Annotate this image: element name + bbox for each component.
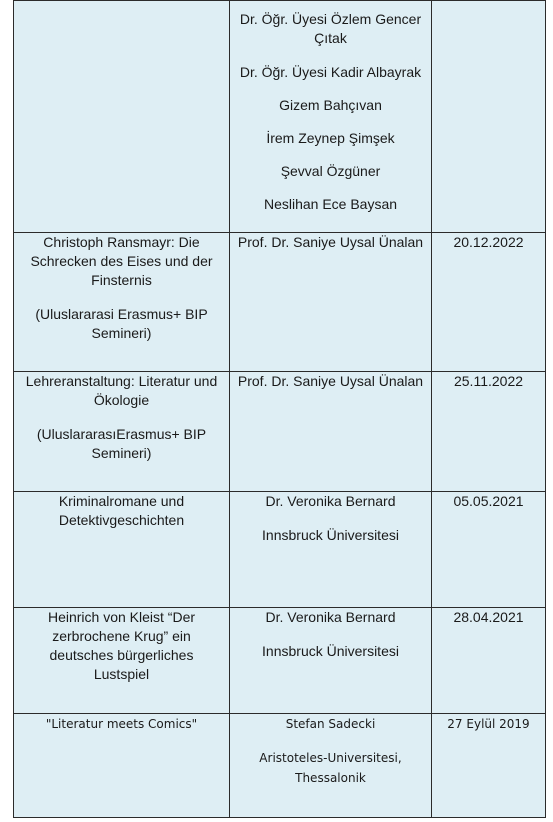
event-title: Christoph Ransmayr: Die Schrecken des Eises und der Finsternis: [30, 234, 213, 288]
person-name: Dr. Öğr. Üyesi Özlem Gencer Çıtak: [239, 11, 422, 46]
table-row: [14, 372, 546, 492]
person-cell: [230, 492, 432, 608]
title-cell: [14, 492, 230, 608]
person-name: Stefan Sadecki: [285, 717, 376, 731]
person-affiliation: Innsbruck Üniversitesi: [262, 643, 399, 659]
person-name: Dr. Öğr. Üyesi Kadir Albayrak: [239, 64, 422, 80]
event-note: (UluslararasıErasmus+ BIP Semineri): [36, 426, 207, 461]
person-name: Şevval Özgüner: [280, 163, 381, 179]
event-date: 20.12.2022: [453, 234, 524, 250]
person-affiliation: Aristoteles-Universitesi, Thessalonik: [259, 751, 402, 785]
date-cell: [432, 372, 546, 492]
people-cell: [230, 1, 432, 233]
person-cell: [230, 233, 432, 372]
person-name: Neslihan Ece Baysan: [263, 196, 398, 212]
event-date: 28.04.2021: [453, 609, 524, 625]
event-title: Kriminalromane und Detektivgeschichten: [58, 493, 185, 528]
person-cell: [230, 372, 432, 492]
person-name: Dr. Veronika Bernard: [265, 609, 396, 625]
person-name: İrem Zeynep Şimşek: [266, 130, 395, 146]
table-row: [14, 492, 546, 608]
date-cell: [432, 233, 546, 372]
person-cell: [230, 714, 432, 818]
event-date: 05.05.2021: [453, 493, 524, 509]
person-cell: [230, 608, 432, 714]
person-name: Gizem Bahçıvan: [279, 97, 382, 113]
table-row: [14, 608, 546, 714]
date-cell: [432, 608, 546, 714]
table-row: [14, 233, 546, 372]
table-row: [14, 1, 546, 233]
event-date: 25.11.2022: [453, 373, 524, 389]
person-name: Prof. Dr. Saniye Uysal Ünalan: [237, 373, 424, 389]
title-cell: [14, 714, 230, 818]
date-cell: [432, 714, 546, 818]
person-name: Dr. Veronika Bernard: [265, 493, 396, 509]
date-cell: [432, 492, 546, 608]
date-cell: [432, 1, 546, 233]
event-date: 27 Eylül 2019: [447, 717, 530, 731]
title-cell: [14, 608, 230, 714]
event-note: (Uluslararasi Erasmus+ BIP Semineri): [35, 306, 208, 341]
person-affiliation: Innsbruck Üniversitesi: [262, 527, 399, 543]
event-title: "Literatur meets Comics": [45, 717, 198, 731]
title-cell: [14, 372, 230, 492]
events-table: [13, 0, 546, 818]
event-title: Heinrich von Kleist “Der zerbrochene Krug” ein deutsches bürgerliches Lustspiel: [47, 609, 196, 682]
title-cell: [14, 233, 230, 372]
event-title: Lehreranstaltung: Literatur und Ökologie: [25, 373, 218, 408]
title-cell: [14, 1, 230, 233]
person-name: Prof. Dr. Saniye Uysal Ünalan: [237, 234, 424, 250]
table-row: [14, 714, 546, 818]
